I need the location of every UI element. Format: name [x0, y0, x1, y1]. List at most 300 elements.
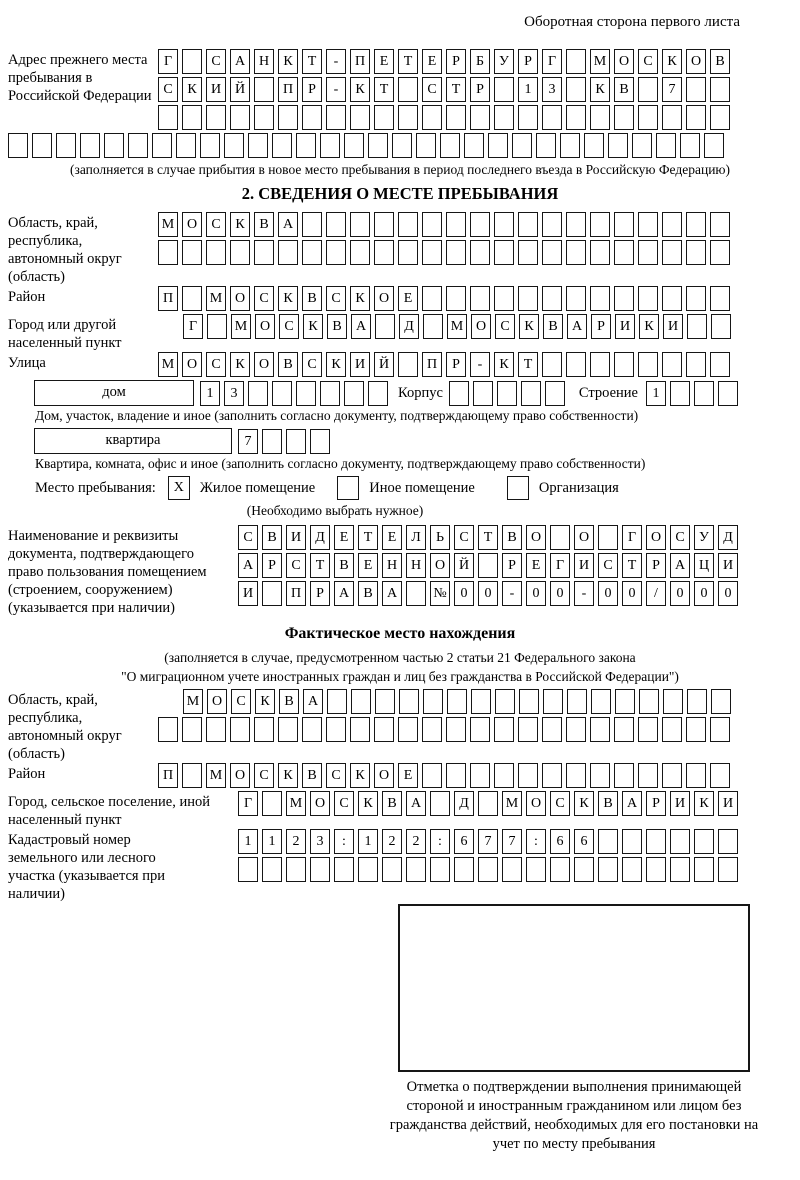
char-box [128, 133, 148, 158]
char-box: Р [518, 49, 538, 74]
char-box: - [470, 352, 490, 377]
char-box: Г [550, 553, 570, 578]
char-box: В [543, 314, 563, 339]
char-box: 3 [310, 829, 330, 854]
char-box: Г [622, 525, 642, 550]
char-box [718, 857, 738, 882]
char-box: 1 [262, 829, 282, 854]
char-box: С [206, 212, 226, 237]
kadastr-row-1 [238, 829, 792, 854]
zhiloe-checkbox: X [168, 476, 190, 500]
char-box [446, 240, 466, 265]
char-box: / [646, 581, 666, 606]
zhiloe-label: Жилое помещение [199, 479, 316, 496]
char-box [590, 286, 610, 311]
char-box: В [302, 286, 322, 311]
char-box: 1 [358, 829, 378, 854]
char-box [662, 105, 682, 130]
char-box [302, 105, 322, 130]
char-box [614, 286, 634, 311]
char-box: С [422, 77, 442, 102]
oblast-label: Область, край, республика, автономный округ (область) [8, 215, 122, 285]
char-box [230, 105, 250, 130]
char-box [566, 286, 586, 311]
char-box: Л [406, 525, 426, 550]
char-box [670, 829, 690, 854]
char-box [710, 717, 730, 742]
char-box: Д [310, 525, 330, 550]
char-box [590, 763, 610, 788]
char-box [614, 352, 634, 377]
char-box: В [334, 553, 354, 578]
option-zhiloe [168, 476, 321, 500]
char-box [614, 212, 634, 237]
char-box: К [519, 314, 539, 339]
char-box: С [670, 525, 690, 550]
char-box: О [182, 212, 202, 237]
char-box: С [254, 763, 274, 788]
char-box [521, 381, 541, 406]
prev-address-row-4 [8, 133, 792, 158]
char-box: И [663, 314, 683, 339]
char-box [398, 352, 418, 377]
char-box: М [502, 791, 522, 816]
char-box: 2 [382, 829, 402, 854]
char-box [176, 133, 196, 158]
char-box [254, 105, 274, 130]
char-box [494, 212, 514, 237]
char-box [398, 717, 418, 742]
char-box: 0 [670, 581, 690, 606]
char-box: И [718, 553, 738, 578]
char-box [430, 791, 450, 816]
char-box [646, 829, 666, 854]
char-box: 1 [646, 381, 666, 406]
char-box [446, 717, 466, 742]
char-box [158, 717, 178, 742]
char-box: В [502, 525, 522, 550]
char-box [310, 857, 330, 882]
char-box [694, 829, 714, 854]
char-box: О [686, 49, 706, 74]
char-box [182, 717, 202, 742]
char-box [206, 717, 226, 742]
char-box [254, 77, 274, 102]
char-box: О [255, 314, 275, 339]
char-box: С [302, 352, 322, 377]
char-box [302, 717, 322, 742]
char-box: В [262, 525, 282, 550]
char-box [296, 133, 316, 158]
char-box: С [334, 791, 354, 816]
char-box: А [303, 689, 323, 714]
char-box [638, 763, 658, 788]
char-box: А [351, 314, 371, 339]
char-box: 7 [662, 77, 682, 102]
char-box [374, 105, 394, 130]
char-box [686, 717, 706, 742]
char-box [278, 717, 298, 742]
kvartira-note: Квартира, комната, офис и иное (заполнить согласно документу, подтверждающему право собственности) [35, 456, 646, 471]
char-box: С [638, 49, 658, 74]
char-box: И [670, 791, 690, 816]
char-box [302, 212, 322, 237]
char-box: С [550, 791, 570, 816]
char-box: 6 [574, 829, 594, 854]
char-box: Т [310, 553, 330, 578]
char-box [694, 381, 714, 406]
char-box [272, 381, 292, 406]
char-box [494, 763, 514, 788]
char-box: С [158, 77, 178, 102]
char-box [512, 133, 532, 158]
char-box: М [286, 791, 306, 816]
char-box [358, 857, 378, 882]
char-box [638, 212, 658, 237]
char-box: Р [502, 553, 522, 578]
doc-label: Наименование и реквизиты документа, подтверждающего право пользования помещением (строением, сооружением) (указывается при наличии) [8, 528, 207, 616]
char-box [470, 763, 490, 788]
char-box: Е [398, 763, 418, 788]
char-box [344, 381, 364, 406]
factual-rajon-block [8, 763, 792, 791]
char-box: С [231, 689, 251, 714]
oblast-grid [158, 212, 792, 268]
char-box: Д [718, 525, 738, 550]
char-box [519, 689, 539, 714]
prev-address-label: Адрес прежнего места пребывания в Российской Федерации [8, 52, 152, 104]
factual-title: Фактическое место нахождения [284, 625, 516, 642]
char-box: 6 [550, 829, 570, 854]
char-box: С [254, 286, 274, 311]
char-box: № [430, 581, 450, 606]
char-box [502, 857, 522, 882]
char-box [710, 763, 730, 788]
char-box [566, 212, 586, 237]
char-box [262, 857, 282, 882]
char-box [542, 763, 562, 788]
char-box [262, 791, 282, 816]
char-box [454, 857, 474, 882]
char-box [446, 763, 466, 788]
char-box [473, 381, 493, 406]
char-box [398, 240, 418, 265]
factual-rajon-label: Район [8, 766, 46, 782]
char-box: А [334, 581, 354, 606]
char-box: Т [478, 525, 498, 550]
char-box [590, 105, 610, 130]
char-box [326, 212, 346, 237]
char-box: К [350, 763, 370, 788]
ulitsa-row [158, 352, 792, 377]
rajon-block [8, 286, 792, 314]
prev-address-block [8, 49, 792, 133]
option-organizatsiya [507, 476, 625, 500]
char-box [615, 689, 635, 714]
char-box: О [207, 689, 227, 714]
char-box: О [374, 286, 394, 311]
char-box [598, 857, 618, 882]
char-box [694, 857, 714, 882]
char-box [350, 105, 370, 130]
char-box: Й [230, 77, 250, 102]
char-box: 2 [286, 829, 306, 854]
char-box [351, 689, 371, 714]
char-box: В [327, 314, 347, 339]
char-box: И [718, 791, 738, 816]
char-box [350, 240, 370, 265]
char-box: В [302, 763, 322, 788]
char-box: С [279, 314, 299, 339]
char-box [32, 133, 52, 158]
char-box: У [494, 49, 514, 74]
gorod-block [8, 314, 792, 352]
char-box: К [590, 77, 610, 102]
char-box: О [182, 352, 202, 377]
char-box [622, 829, 642, 854]
factual-oblast-row-2 [158, 717, 792, 742]
organizatsiya-checkbox [507, 476, 529, 500]
char-box: 1 [238, 829, 258, 854]
char-box [494, 105, 514, 130]
rajon-row [158, 286, 792, 311]
char-box: Р [262, 553, 282, 578]
char-box [478, 553, 498, 578]
char-box [406, 857, 426, 882]
char-box [382, 857, 402, 882]
stamp-box [398, 904, 750, 1072]
char-box: К [639, 314, 659, 339]
char-box [440, 133, 460, 158]
char-box [494, 77, 514, 102]
char-box: К [230, 352, 250, 377]
char-box [8, 133, 28, 158]
char-box [248, 133, 268, 158]
char-box [687, 689, 707, 714]
factual-gorod-block [8, 791, 792, 829]
char-box [80, 133, 100, 158]
char-box: Д [399, 314, 419, 339]
char-box [182, 763, 202, 788]
char-box [206, 105, 226, 130]
char-box [590, 212, 610, 237]
char-box: И [574, 553, 594, 578]
char-box [680, 133, 700, 158]
char-box [567, 689, 587, 714]
char-box [350, 212, 370, 237]
char-box [262, 581, 282, 606]
char-box: О [471, 314, 491, 339]
factual-oblast-block [8, 689, 792, 763]
char-box [670, 857, 690, 882]
char-box: В [614, 77, 634, 102]
char-box: 2 [406, 829, 426, 854]
char-box [718, 381, 738, 406]
char-box: : [526, 829, 546, 854]
char-box: 0 [550, 581, 570, 606]
char-box [344, 133, 364, 158]
char-box: С [206, 49, 226, 74]
char-box [710, 212, 730, 237]
char-box [632, 133, 652, 158]
char-box: О [230, 286, 250, 311]
char-box [550, 525, 570, 550]
char-box: В [382, 791, 402, 816]
char-box: 3 [224, 381, 244, 406]
char-box: О [230, 763, 250, 788]
char-box: П [350, 49, 370, 74]
char-box: В [254, 212, 274, 237]
char-box: О [614, 49, 634, 74]
kadastr-row-2 [238, 857, 792, 882]
char-box [446, 105, 466, 130]
char-box: И [238, 581, 258, 606]
char-box [152, 133, 172, 158]
char-box [449, 381, 469, 406]
char-box [662, 763, 682, 788]
char-box [590, 352, 610, 377]
inoe-checkbox [337, 476, 359, 500]
char-box: И [615, 314, 635, 339]
char-box [423, 689, 443, 714]
char-box: К [303, 314, 323, 339]
char-box [686, 763, 706, 788]
char-box: Т [518, 352, 538, 377]
char-box: - [326, 49, 346, 74]
ulitsa-block [8, 352, 792, 380]
dom-field-box: дом [34, 380, 194, 406]
char-box [711, 689, 731, 714]
kvartira-field-box: квартира [34, 428, 232, 454]
char-box: 7 [478, 829, 498, 854]
char-box: С [206, 352, 226, 377]
mesto-prebyvaniya-row [35, 476, 792, 500]
char-box [560, 133, 580, 158]
char-box: К [350, 286, 370, 311]
char-box [286, 429, 306, 454]
char-box [497, 381, 517, 406]
char-box [662, 352, 682, 377]
char-box: Ц [694, 553, 714, 578]
char-box: А [238, 553, 258, 578]
char-box: Т [358, 525, 378, 550]
char-box: М [206, 286, 226, 311]
char-box [446, 212, 466, 237]
char-box: Р [470, 77, 490, 102]
rajon-label: Район [8, 289, 46, 305]
dom-cells [200, 381, 392, 406]
char-box: В [278, 352, 298, 377]
char-box: 0 [478, 581, 498, 606]
char-box [622, 857, 642, 882]
doc-row-3 [238, 581, 792, 606]
char-box: : [430, 829, 450, 854]
char-box: 0 [454, 581, 474, 606]
char-box: Р [646, 553, 666, 578]
char-box [422, 240, 442, 265]
char-box [478, 791, 498, 816]
char-box [584, 133, 604, 158]
char-box: 0 [526, 581, 546, 606]
char-box [710, 105, 730, 130]
char-box [375, 314, 395, 339]
char-box [368, 381, 388, 406]
oblast-row-2 [158, 240, 792, 265]
char-box: 0 [694, 581, 714, 606]
char-box [422, 105, 442, 130]
char-box: О [374, 763, 394, 788]
char-box: Г [542, 49, 562, 74]
mesto-note: (Необходимо выбрать нужное) [246, 503, 424, 518]
stroenie-cells [646, 381, 742, 406]
char-box [326, 240, 346, 265]
char-box: А [567, 314, 587, 339]
char-box: Н [254, 49, 274, 74]
stamp-area [398, 904, 792, 1072]
char-box: А [230, 49, 250, 74]
char-box [566, 49, 586, 74]
char-box [310, 429, 330, 454]
char-box: - [326, 77, 346, 102]
char-box: О [254, 352, 274, 377]
dom-note: Дом, участок, владение и иное (заполнить согласно документу, подтверждающему право собственности) [35, 408, 639, 423]
char-box [598, 829, 618, 854]
char-box [254, 240, 274, 265]
char-box [104, 133, 124, 158]
char-box [518, 717, 538, 742]
char-box [646, 857, 666, 882]
char-box: К [574, 791, 594, 816]
char-box: К [255, 689, 275, 714]
char-box [230, 240, 250, 265]
char-box [686, 105, 706, 130]
char-box [550, 857, 570, 882]
char-box [614, 763, 634, 788]
char-box: О [646, 525, 666, 550]
char-box [704, 133, 724, 158]
char-box [536, 133, 556, 158]
char-box: С [495, 314, 515, 339]
char-box: С [286, 553, 306, 578]
char-box [423, 314, 443, 339]
char-box: Р [646, 791, 666, 816]
char-box: Г [158, 49, 178, 74]
char-box: 7 [502, 829, 522, 854]
stamp-note: Отметка о подтверждении выполнения принимающей стороной и иностранным гражданином или лицом без гражданства действий, необходимых для его постановки на учет по месту пребывания [389, 1079, 759, 1152]
char-box [686, 77, 706, 102]
char-box [374, 717, 394, 742]
char-box: Е [422, 49, 442, 74]
char-box [320, 133, 340, 158]
char-box: О [526, 791, 546, 816]
char-box [56, 133, 76, 158]
page-header: Оборотная сторона первого листа [524, 14, 740, 30]
gorod-label: Город или другой населенный пункт [8, 317, 122, 351]
char-box: 1 [200, 381, 220, 406]
char-box [638, 717, 658, 742]
factual-note-1: (заполняется в случае, предусмотренном частью 2 статьи 21 Федерального закона [164, 650, 636, 665]
char-box: П [286, 581, 306, 606]
factual-oblast-grid [158, 689, 792, 745]
char-box [238, 857, 258, 882]
char-box: К [494, 352, 514, 377]
char-box [663, 689, 683, 714]
char-box [614, 240, 634, 265]
char-box [542, 717, 562, 742]
char-box: 0 [598, 581, 618, 606]
char-box [470, 717, 490, 742]
prev-address-grid [158, 49, 792, 133]
